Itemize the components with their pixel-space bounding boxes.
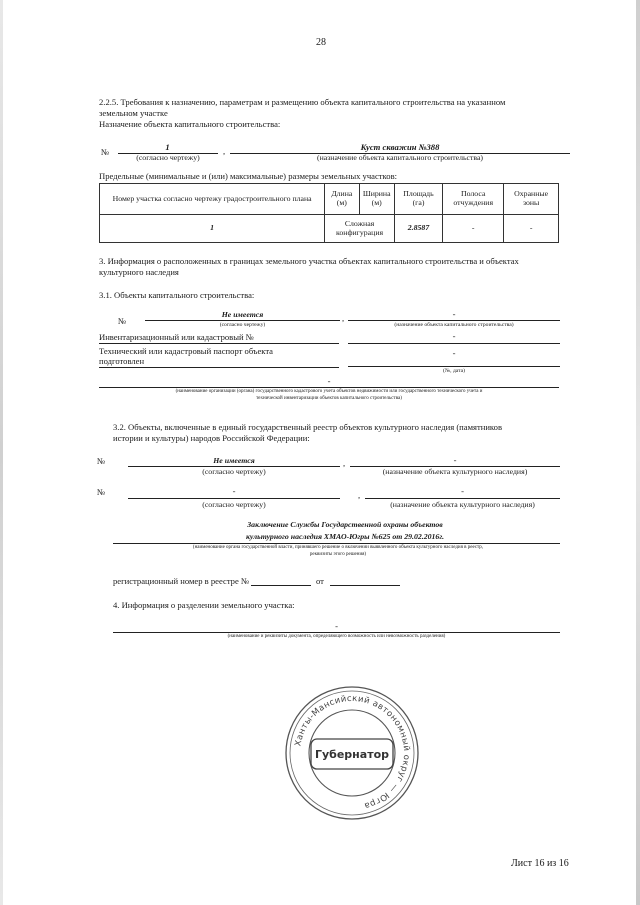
- section-225-heading-line1: 2.2.5. Требования к назначению, параметрам и размещению объекта капитального строительства на указанном: [99, 97, 506, 107]
- passport-label-line2: подготовлен: [99, 356, 145, 366]
- passport-label-underline: [99, 367, 339, 368]
- section-4-value: -: [335, 621, 338, 631]
- cell-area: 2.8587: [394, 215, 442, 243]
- section-32-row1-caption-left: (согласно чертежу): [202, 467, 266, 476]
- scan-right-edge: [636, 0, 640, 905]
- section-31-no-label: №: [118, 316, 127, 326]
- conclusion-caption-line2: реквизиты этого решения): [309, 552, 367, 557]
- limits-label: Предельные (минимальные и (или) максимальные) размеры земельных участков:: [99, 171, 398, 181]
- section-4-caption: (наименование и реквизиты документа, определяющего возможность или невозможность разделения): [227, 634, 446, 639]
- seal-graphic: [282, 683, 422, 823]
- inventory-value-underline: [348, 343, 560, 344]
- inventory-label-underline: [99, 343, 339, 344]
- purpose-value: Куст скважин №388: [360, 142, 440, 152]
- org-dash: -: [327, 376, 331, 386]
- section-32-no-label: №: [97, 456, 106, 466]
- section-3-heading-line2: культурного наследия: [99, 267, 179, 277]
- header-protection-zones: Охранные зоны: [504, 184, 559, 215]
- seal-ring-text: Ханты-Мансийский автономный округ — Югра: [293, 693, 412, 811]
- registry-from-label: от: [316, 576, 324, 586]
- section-31-caption-right: (назначение объекта капитального строительства): [394, 322, 514, 328]
- no-label: №: [101, 147, 110, 157]
- conclusion-caption-line1: (наименование органа государственной власти, принявшего решение о включении выявленного объекта культурного наследия в реестр,: [192, 545, 484, 550]
- section-32-row2-value: -: [232, 486, 236, 496]
- parameters-table-row: [100, 215, 559, 243]
- official-seal: [282, 683, 422, 823]
- passport-value: -: [452, 348, 456, 358]
- header-exclusion-strip: Полоса отчуждения: [443, 184, 504, 215]
- section-31-caption-left: (согласно чертежу): [219, 322, 266, 328]
- section-32-row2-underline: [128, 498, 340, 499]
- registry-label: регистрационный номер в реестре №: [113, 576, 250, 586]
- section-31-value: Не имеется: [221, 310, 264, 319]
- section-32-row2-comma: ,: [358, 490, 361, 500]
- header-area: Площадь (га): [394, 184, 442, 215]
- section-31-purpose-underline: [348, 320, 560, 321]
- cell-exclusion-strip: -: [443, 215, 504, 243]
- section-32-row2-no-label: №: [97, 487, 106, 497]
- inventory-value: -: [452, 331, 456, 341]
- section-31-value-underline: [145, 320, 340, 321]
- header-plot-number: Номер участка согласно чертежу градостроительного плана: [100, 184, 325, 215]
- parameters-table-header-row: [100, 184, 559, 215]
- conclusion-line2: культурного наследия ХМАО-Югры №625 от 29.02.2016г.: [245, 532, 445, 541]
- passport-label-line1: Технический или кадастровый паспорт объекта: [99, 346, 273, 356]
- registry-number-field: [251, 585, 311, 586]
- header-width: Ширина (м): [359, 184, 394, 215]
- page-number: 28: [316, 37, 326, 48]
- cell-protection-zones: -: [504, 215, 559, 243]
- cell-plot-number: 1: [100, 215, 325, 243]
- purpose-caption: (назначение объекта капитального строительства): [316, 153, 484, 162]
- conclusion-line1: Заключение Службы Государственной охраны объектов: [247, 520, 443, 529]
- section-31-comma: ,: [342, 313, 345, 323]
- section-225-heading-line2: земельном участке: [99, 108, 168, 118]
- sheet-counter: Лист 16 из 16: [511, 858, 569, 869]
- org-underline: [99, 387, 559, 388]
- seal-center-text: Губернатор: [314, 748, 390, 761]
- section-3-heading-line1: 3. Информация о расположенных в границах земельного участка объектах капитального строительства и объектах: [99, 256, 519, 266]
- parameters-table: [99, 183, 559, 243]
- org-caption-line1: (наименование организации (органа) государственного кадастрового учета объектов недвижимости или государственного технического учета и: [175, 389, 483, 394]
- comma-separator: ,: [223, 146, 226, 156]
- section-4-underline: [113, 632, 560, 633]
- org-caption-line2: технической инвентаризации объектов капитального строительства): [256, 396, 402, 401]
- section-32-row1-caption-right: (назначение объекта культурного наследия): [382, 467, 528, 476]
- section-32-row2-caption-right: (назначение объекта культурного наследия): [390, 500, 535, 509]
- section-31-heading: 3.1. Объекты капитального строительства:: [99, 290, 255, 300]
- section-32-row2-dash: -: [461, 486, 464, 496]
- scan-left-edge: [0, 0, 3, 905]
- section-32-row2-caption-left: (согласно чертежу): [202, 500, 266, 509]
- section-32-heading-line2: истории и культуры) народов Российской Федерации:: [113, 433, 310, 443]
- section-31-purpose-dash: -: [452, 309, 456, 319]
- section-32-row2-purpose-underline: [365, 498, 560, 499]
- section-4-heading: 4. Информация о разделении земельного участка:: [113, 600, 295, 610]
- passport-value-underline: [348, 366, 560, 367]
- plot-number-caption: (согласно чертежу): [136, 153, 200, 162]
- section-32-row1-comma: ,: [343, 458, 346, 468]
- passport-caption: (№, дата): [442, 368, 466, 374]
- purpose-label: Назначение объекта капитального строительства:: [99, 119, 281, 129]
- header-length: Длина (м): [325, 184, 359, 215]
- inventory-label: Инвентаризационный или кадастровый №: [99, 332, 254, 342]
- registry-date-field: [330, 585, 400, 586]
- plot-number-value: 1: [165, 142, 170, 152]
- section-32-row1-dash: -: [453, 455, 457, 465]
- section-32-row1-value: Не имеется: [213, 456, 255, 465]
- section-32-heading-line1: 3.2. Объекты, включенные в единый государственный реестр объектов культурного наследия (памятников: [113, 422, 503, 432]
- cell-configuration: Сложная конфигурация: [325, 215, 395, 243]
- conclusion-underline: [113, 543, 560, 544]
